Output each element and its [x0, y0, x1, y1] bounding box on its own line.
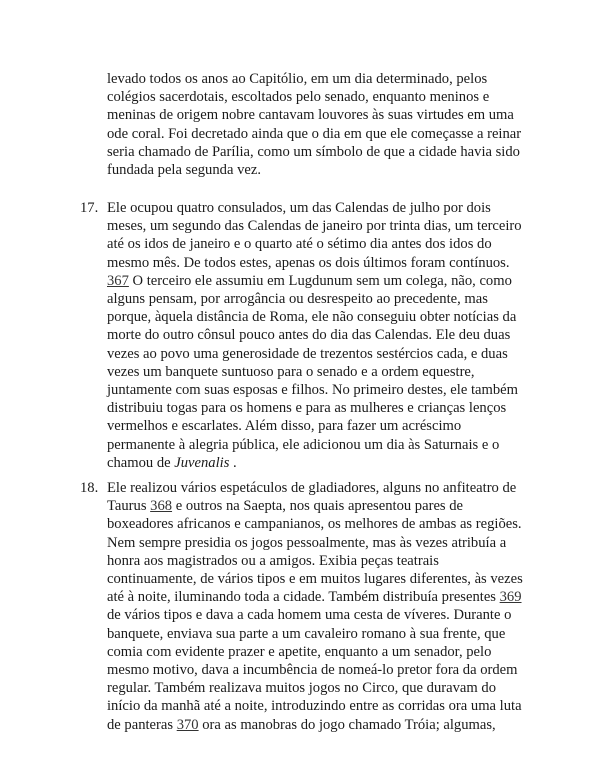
text-line: levado todos os anos ao Capitólio, em um dia determinado, pelos	[107, 71, 488, 87]
text-line: Nem sempre presidia os jogos pessoalmente, mas às vezes atribuía a	[107, 534, 507, 551]
section-18-paragraph	[107, 479, 537, 734]
text-line: vezes ao povo uma generosidade de trezentos sestércios cada, e duas	[107, 345, 508, 362]
footnote-link[interactable]: 368	[150, 498, 173, 515]
text-line: ode coral. Foi decretado ainda que o dia em que ele começasse a reinar	[107, 125, 522, 142]
text-line: de vários tipos e dava a cada homem uma cesta de víveres. Durante o	[107, 607, 512, 624]
text-line: mesmo mês. De todos estes, apenas os dois últimos foram contínuos.	[107, 254, 510, 271]
text-line: vezes um banquete suntuoso para o senado e a ordem equestre,	[107, 363, 475, 380]
continuation-paragraph	[107, 70, 537, 179]
text-line: 367 O terceiro ele assumiu em Lugdunum sem um colega, não, como	[107, 272, 512, 289]
text-line: juntamente com suas esposas e filhos. No primeiro destes, ele também	[107, 382, 518, 399]
text-line: até os idos de janeiro e o quarto até o sétimo dia antes dos idos do	[107, 236, 492, 253]
footnote-link[interactable]: 367	[107, 272, 129, 289]
text-line: continuamente, de vários tipos e em muitos lugares diferentes, às vezes	[107, 571, 523, 588]
text-line: honra aos magistrados ou a amigos. Exibia peças teatrais	[107, 552, 439, 569]
text-line: vermelhos e escarlates. Além disso, para fazer um acréscimo	[107, 418, 462, 435]
text-line: colégios sacerdotais, escoltados pelo senado, enquanto meninos e	[107, 89, 490, 106]
text-line: comia com evidente prazer e apetite, enquanto a um senador, pelo	[107, 643, 492, 660]
text-line: Taurus 368 e outros na Saepta, nos quais apresentou pares de	[107, 498, 464, 515]
text-line: Ele ocupou quatro consulados, um das Calendas de julho por dois	[107, 200, 491, 216]
text-line: regular. Também realizava muitos jogos no Circo, que duravam do	[107, 680, 496, 697]
text-line: de panteras 370 ora as manobras do jogo chamado Tróia; algumas,	[107, 716, 496, 733]
text-line: seria chamado de Parília, como um símbolo de que a cidade havia sido	[107, 143, 520, 160]
text-line: fundada pela segunda vez.	[107, 162, 261, 179]
text-line: boxeadores africanos e campanianos, os melhores de ambas as regiões.	[107, 516, 522, 533]
footnote-link[interactable]: 370	[176, 716, 199, 733]
section-17-paragraph	[107, 199, 537, 472]
text-line: Ele realizou vários espetáculos de gladiadores, alguns no anfiteatro de	[107, 480, 517, 496]
text-line: alguns pensam, por arrogância ou desrespeito ao precedente, mas	[107, 291, 488, 308]
text-line: até à noite, iluminando toda a cidade. Também distribuía presentes 369	[107, 589, 522, 606]
italic-term: Juvenalis	[174, 454, 230, 471]
text-line: início da manhã até a noite, introduzindo entre as corridas ora uma luta	[107, 698, 522, 715]
section-number: 17.	[80, 200, 99, 216]
text-line: distribuiu togas para os homens e para as mulheres e crianças lenços	[107, 400, 507, 417]
text-line: permanente à alegria pública, ele adicionou um dia às Saturnais e o	[107, 436, 500, 453]
text-line: meses, um segundo das Calendas de janeiro por trinta dias, um terceiro	[107, 218, 522, 235]
text-line: banquete, enviava sua parte a um cavaleiro romano à sua frente, que	[107, 625, 506, 642]
text-line: meninas de origem nobre cantavam louvores às suas virtudes em uma	[107, 107, 514, 124]
text-line: mesmo motivo, dava a incumbência de nomeá-lo pretor fora da ordem	[107, 662, 518, 679]
text-line: porque, àquela distância de Roma, ele não conseguiu obter notícias da	[107, 309, 517, 326]
text-line: chamou de Juvenalis .	[107, 454, 237, 471]
text-line: morte do outro cônsul pouco antes do dia das Calendas. Ele deu duas	[107, 327, 511, 344]
section-number: 18.	[80, 480, 99, 496]
footnote-link[interactable]: 369	[499, 589, 522, 606]
